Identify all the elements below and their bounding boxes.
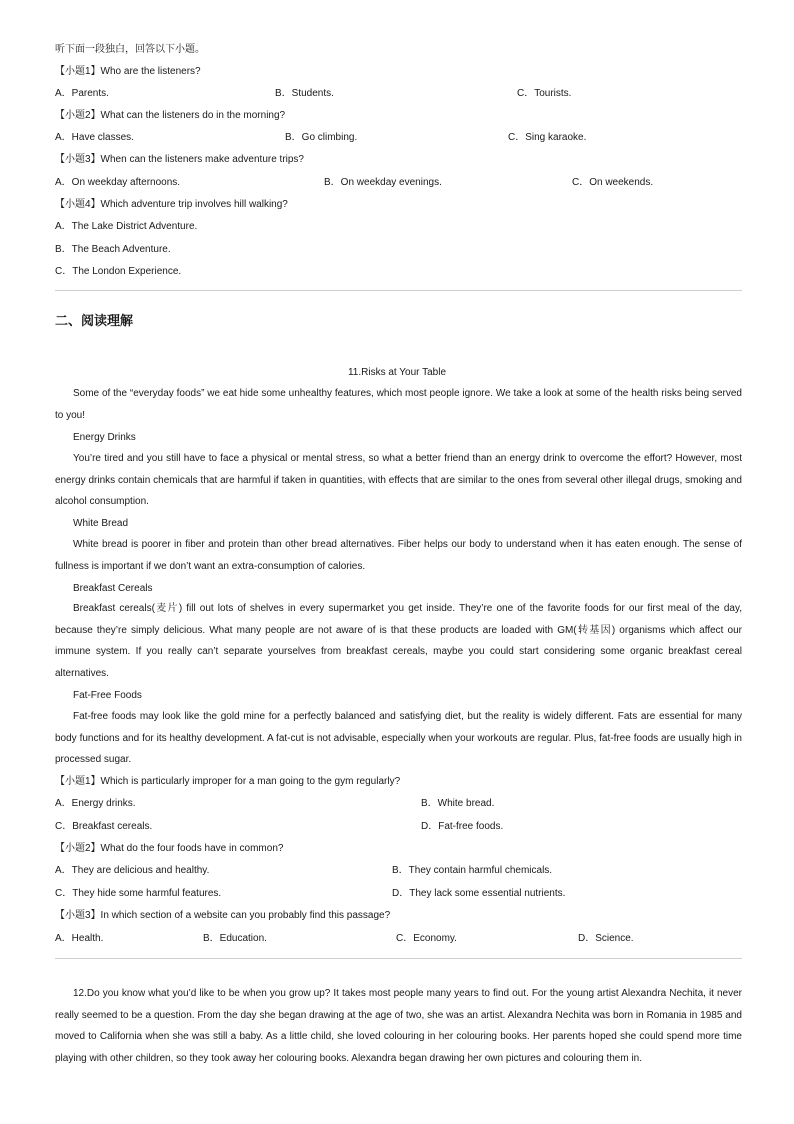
option-a: A．Health. (55, 933, 104, 944)
passage-paragraph: 12.Do you know what you’d like to be when you grow up? It takes most people many years to find out. For the young artist Alexandra Nechita, it never really seemed to be a question. From the day she began drawing at the age of two, she was an artist. Alexandra Nechita was born in Romania in 1985 and moved to California when she was still a baby. As a little child, she loved colouring in her colouring books. Her parents hoped she could spend more time playing with other children, so they took away her colouring books. Alexandra began drawing her own pictures and colouring them in. (55, 988, 742, 1064)
passage-paragraph: Fat-free foods may look like the gold mine for a perfectly balanced and satisfying diet, but the reality is widely different. Fats are essential for many body functions and for its healthy development. A fat-cut is not advisable, especially when your workouts are regular. Plus, fat-free foods are usually high in processed sugar. (55, 711, 742, 766)
option-c: C．On weekends. (572, 177, 654, 188)
passage-paragraph: White bread is poorer in fiber and protein than other bread alternatives. Fiber helps our body to understand when it has eaten enough. The sense of fullness is important if we don’t want an extra-consumption of calories. (55, 539, 742, 572)
option-b: B．Students. (275, 88, 334, 99)
question-stem: 【小题4】Which adventure trip involves hill walking? (55, 199, 288, 210)
subheading: Fat-Free Foods (73, 690, 142, 701)
option-c: C．Breakfast cereals. (55, 821, 153, 832)
listening-intro: 听下面一段独白，回答以下小题。 (55, 44, 205, 55)
option-a: A．Have classes. (55, 132, 134, 143)
passage-paragraph: You’re tired and you still have to face a physical or mental stress, so what a better friend than an energy drink to overcome the effort? However, most energy drinks contain chemicals that are harmful if taken in quantities, with effects that are similar to the ones from several other illegal drugs, smoking and alcohol consumption. (55, 453, 742, 508)
option-a: A．The Lake District Adventure. (55, 221, 198, 232)
option-a: A．They are delicious and healthy. (55, 865, 210, 876)
subheading: White Bread (73, 518, 129, 529)
question-stem: 【小题3】In which section of a website can you probably find this passage? (55, 910, 391, 921)
option-c: C．Tourists. (517, 88, 572, 99)
option-c: C．Economy. (396, 933, 457, 944)
option-b: B．On weekday evenings. (324, 177, 442, 188)
option-c: C．The London Experience. (55, 266, 182, 277)
option-d: D．They lack some essential nutrients. (392, 888, 566, 899)
subheading: Breakfast Cereals (73, 583, 153, 594)
option-d: D．Fat-free foods. (421, 821, 504, 832)
option-c: C．They hide some harmful features. (55, 888, 222, 899)
option-d: D．Science. (578, 933, 634, 944)
option-b: B．Education. (203, 933, 267, 944)
option-a: A．On weekday afternoons. (55, 177, 181, 188)
option-b: B．Go climbing. (285, 132, 358, 143)
section-heading: 二、阅读理解 (55, 314, 134, 329)
passage-paragraph: Some of the “everyday foods” we eat hide some unhealthy features, which most people ignore. We take a look at some of the health risks being served to you! (55, 388, 742, 421)
option-b: B．They contain harmful chemicals. (392, 865, 553, 876)
option-a: A．Energy drinks. (55, 798, 136, 809)
passage-paragraph: Breakfast cereals(麦片) fill out lots of shelves in every supermarket you get inside. They’re one of the favorite foods for our first meal of the day, because they’re simply delicious. What many people are not aware of is that these products are loaded with GM(转基因) organisms which affect our immune system. If you really can’t separate yourselves from breakfast cereals, maybe you could start considering some organic breakfast cereal alternatives. (55, 603, 742, 679)
question-stem: 【小题3】When can the listeners make adventure trips? (55, 154, 304, 165)
divider (55, 958, 742, 959)
option-b: B．White bread. (421, 798, 495, 809)
option-a: A．Parents. (55, 88, 109, 99)
question-stem: 【小题2】What do the four foods have in common? (55, 843, 284, 854)
question-stem: 【小题1】Who are the listeners? (55, 66, 201, 77)
passage-title: 11.Risks at Your Table (347, 367, 447, 378)
option-c: C．Sing karaoke. (508, 132, 587, 143)
option-b: B．The Beach Adventure. (55, 244, 171, 255)
question-stem: 【小题2】What can the listeners do in the morning? (55, 110, 286, 121)
subheading: Energy Drinks (73, 432, 136, 443)
divider (55, 290, 742, 291)
question-stem: 【小题1】Which is particularly improper for a man going to the gym regularly? (55, 776, 401, 787)
